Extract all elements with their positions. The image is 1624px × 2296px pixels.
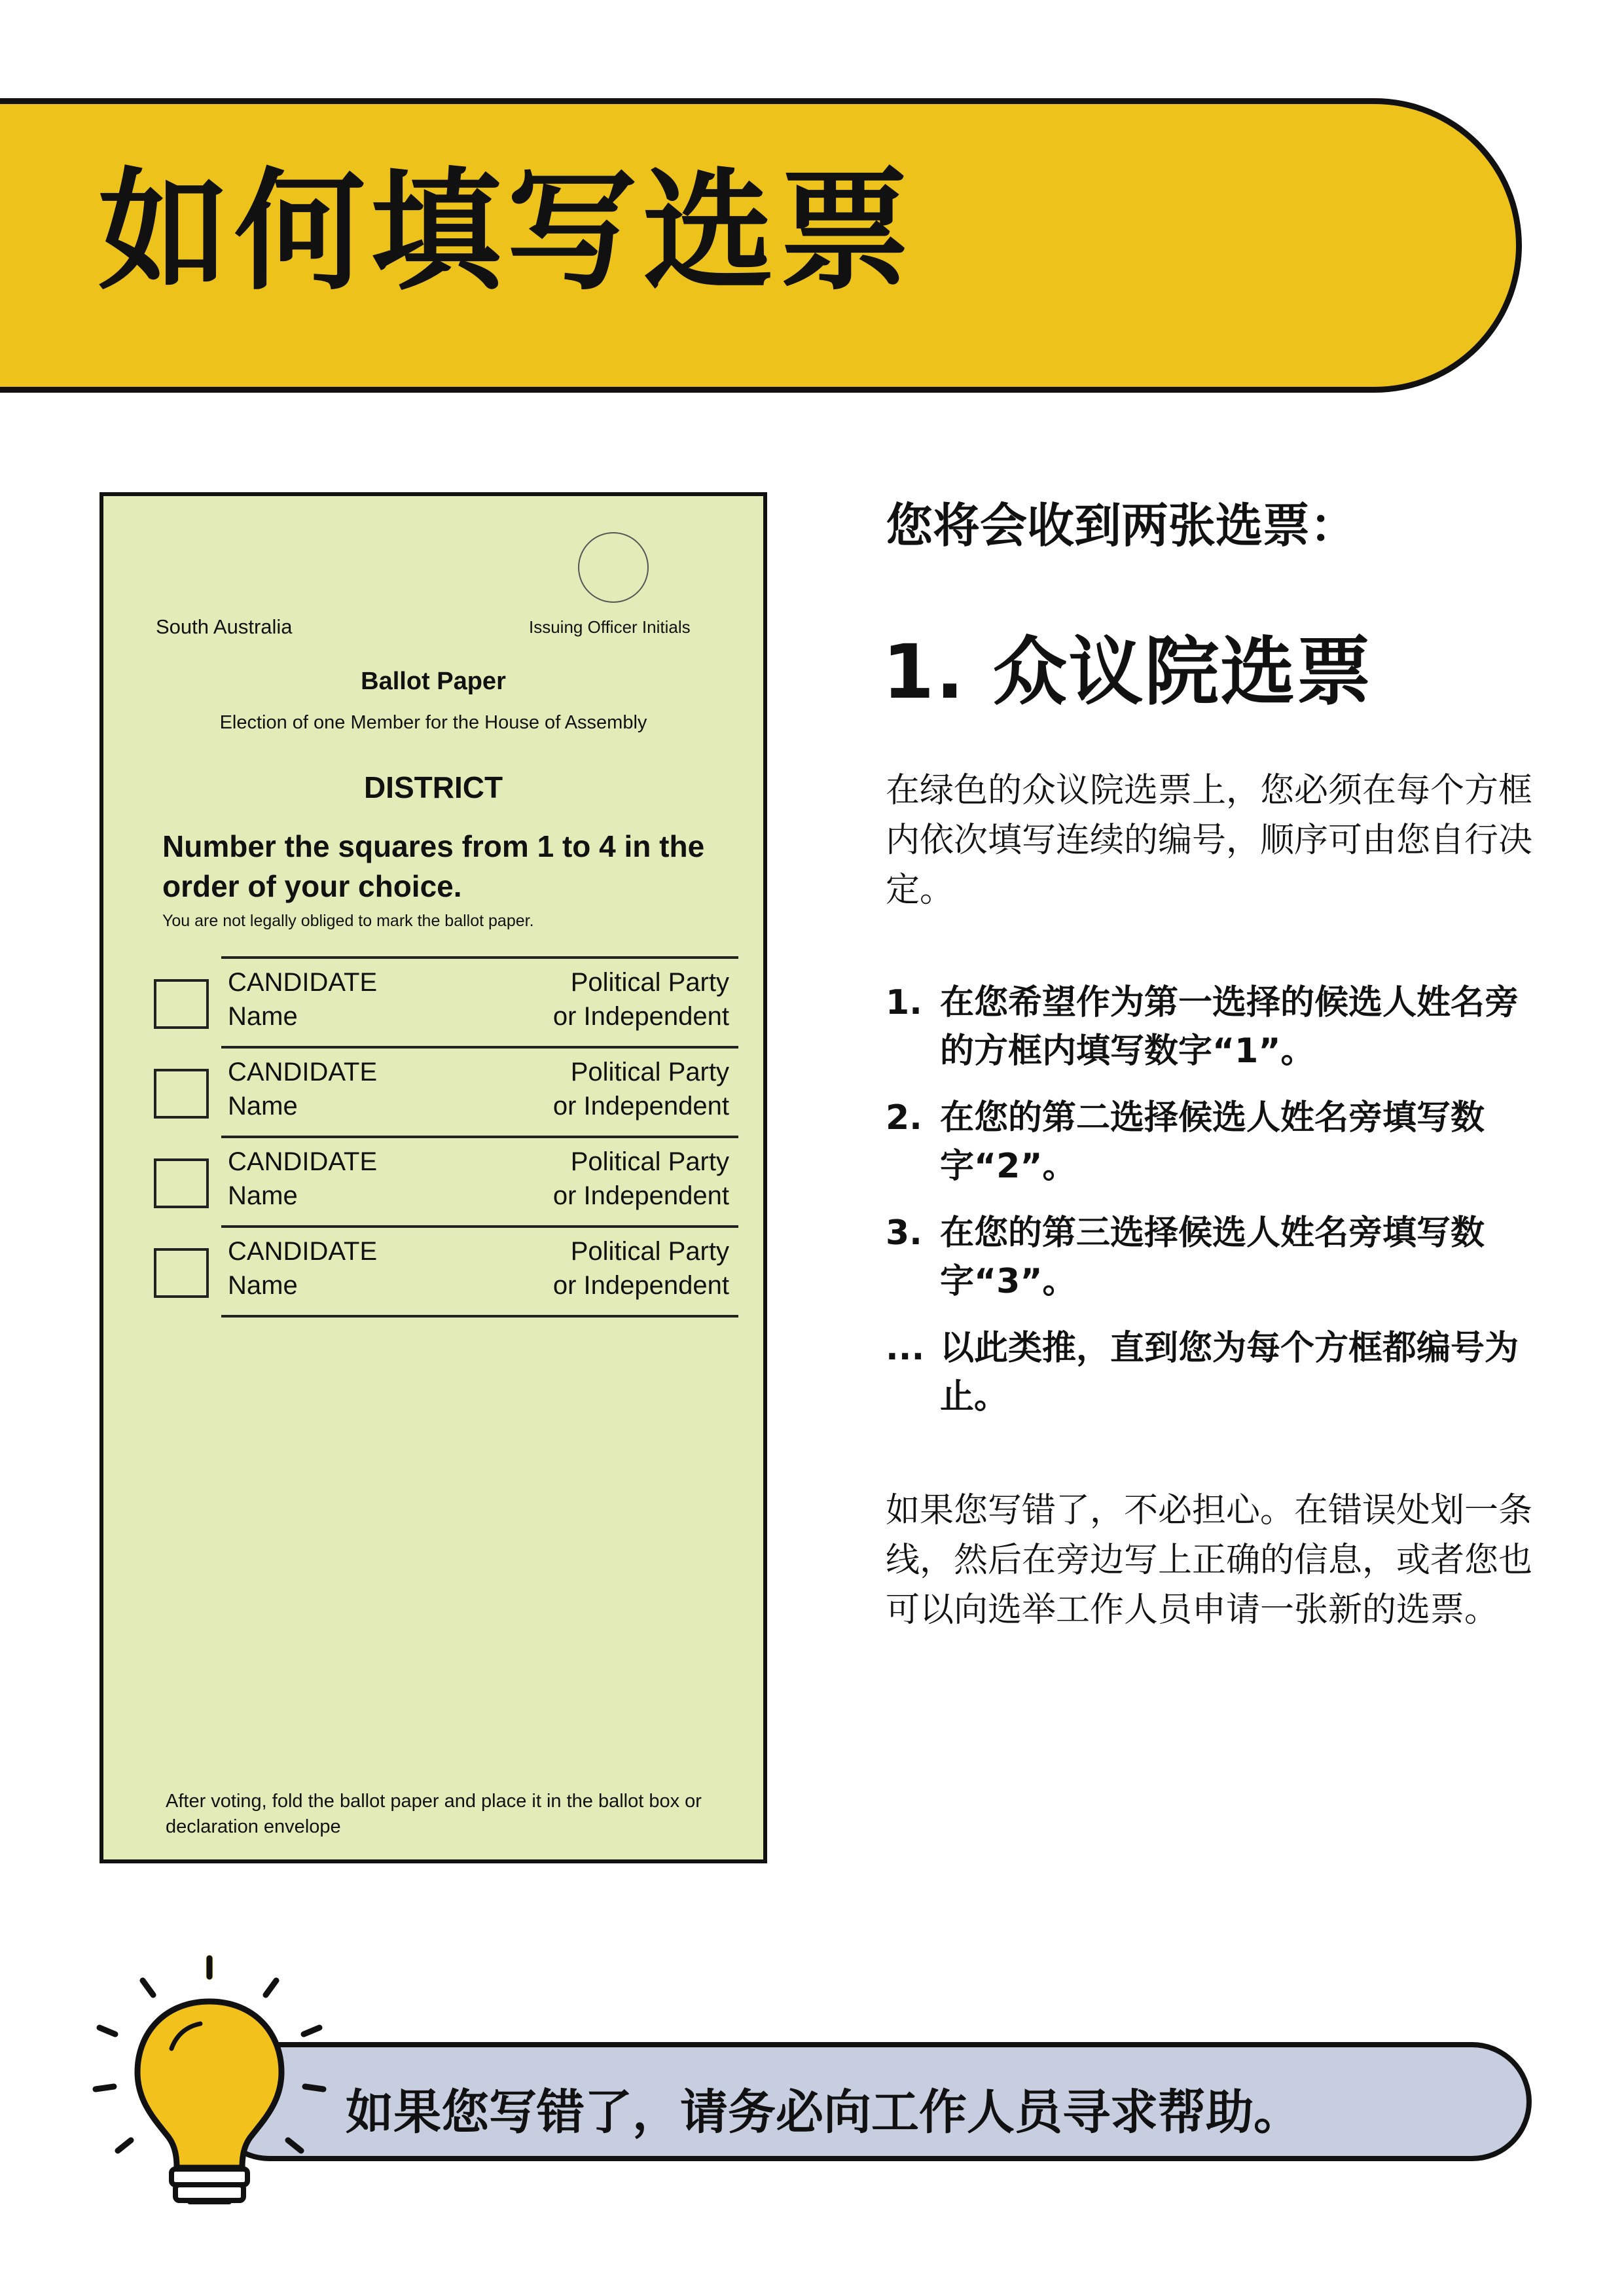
step-text: 在您的第二选择候选人姓名旁填写数字“2”。 xyxy=(940,1098,1485,1186)
candidate-party-line1: Political Party xyxy=(570,1058,729,1086)
page-title: 如何填写选票 xyxy=(98,156,916,308)
step-text: 以此类推，直到您为每个方框都编号为止。 xyxy=(940,1329,1519,1416)
candidate-party xyxy=(553,965,729,1033)
list-item xyxy=(886,1324,1547,1421)
candidate-name-line1: CANDIDATE xyxy=(228,1147,378,1176)
mistake-paragraph: 如果您写错了，不必担心。在错误处划一条线，然后在旁边写上正确的信息，或者您也可以向选举工作人员申请一张新的选票。 xyxy=(886,1491,1533,1630)
ballots-heading: 您将会收到两张选票： xyxy=(886,498,1358,553)
ballot-instruction: Number the squares from 1 to 4 in the order of your choice. xyxy=(162,829,705,903)
callout-text: 如果您写错了，请务必向工作人员寻求帮助。 xyxy=(346,2085,1301,2140)
candidate-party-line1: Political Party xyxy=(570,1237,729,1266)
step-text: 在您的第三选择候选人姓名旁填写数字“3”。 xyxy=(940,1213,1485,1301)
candidate-name-line1: CANDIDATE xyxy=(228,968,378,997)
candidate-party xyxy=(553,1145,729,1213)
candidate-name-line2: Name xyxy=(228,1271,298,1300)
candidate-party-line2: or Independent xyxy=(552,1181,729,1210)
candidate-name-line2: Name xyxy=(228,1181,298,1210)
step-number: 1. xyxy=(886,983,922,1022)
ballot-state: South Australia xyxy=(156,615,293,638)
candidate-row xyxy=(103,1046,763,1136)
list-item xyxy=(886,978,1547,1075)
candidate-party xyxy=(553,1055,729,1123)
candidate-party-line1: Political Party xyxy=(570,968,729,997)
candidate-name xyxy=(228,965,377,1033)
list-item xyxy=(886,1209,1547,1306)
candidate-party xyxy=(553,1234,729,1302)
candidate-name xyxy=(228,1055,377,1123)
ballot-district: DISTRICT xyxy=(363,770,503,804)
step-number: 2. xyxy=(886,1098,922,1138)
candidate-row xyxy=(103,1136,763,1225)
ballot-paper xyxy=(99,492,767,1863)
candidate-name-line1: CANDIDATE xyxy=(228,1058,378,1086)
preference-box[interactable] xyxy=(154,1158,209,1208)
step-number: ... xyxy=(886,1329,925,1368)
ballot-footer: After voting, fold the ballot paper and place it in the ballot box or declaration envelope xyxy=(166,1791,702,1837)
ballot-title: Ballot Paper xyxy=(361,668,506,695)
section-title: 1. 众议院选票 xyxy=(882,628,1373,715)
step-number: 3. xyxy=(886,1213,922,1253)
initials-seal-circle xyxy=(578,532,649,603)
candidate-name xyxy=(228,1234,377,1302)
row-divider xyxy=(221,1315,738,1318)
preference-box[interactable] xyxy=(154,979,209,1029)
lightbulb-icon xyxy=(85,1950,334,2212)
ballot-election: Election of one Member for the House of Assembly xyxy=(219,712,647,733)
intro-paragraph: 在绿色的众议院选票上，您必须在每个方框内依次填写连续的编号，顺序可由您自行决定。 xyxy=(886,771,1533,910)
candidate-party-line1: Political Party xyxy=(570,1147,729,1176)
step-text: 在您希望作为第一选择的候选人姓名旁的方框内填写数字“1”。 xyxy=(940,983,1519,1071)
steps-list xyxy=(886,978,1547,1439)
preference-box[interactable] xyxy=(154,1069,209,1119)
issuing-officer-label: Issuing Officer Initials xyxy=(529,617,691,637)
candidate-name-line2: Name xyxy=(228,1092,298,1121)
candidate-party-line2: or Independent xyxy=(552,1271,729,1300)
preference-box[interactable] xyxy=(154,1248,209,1298)
candidate-row xyxy=(103,1225,763,1315)
list-item xyxy=(886,1094,1547,1191)
candidate-party-line2: or Independent xyxy=(552,1092,729,1121)
candidate-name-line1: CANDIDATE xyxy=(228,1237,378,1266)
candidate-row xyxy=(103,956,763,1046)
candidate-party-line2: or Independent xyxy=(552,1002,729,1031)
ballot-legal-note: You are not legally obliged to mark the ballot paper. xyxy=(162,912,534,930)
candidate-name xyxy=(228,1145,377,1213)
candidate-name-line2: Name xyxy=(228,1002,298,1031)
